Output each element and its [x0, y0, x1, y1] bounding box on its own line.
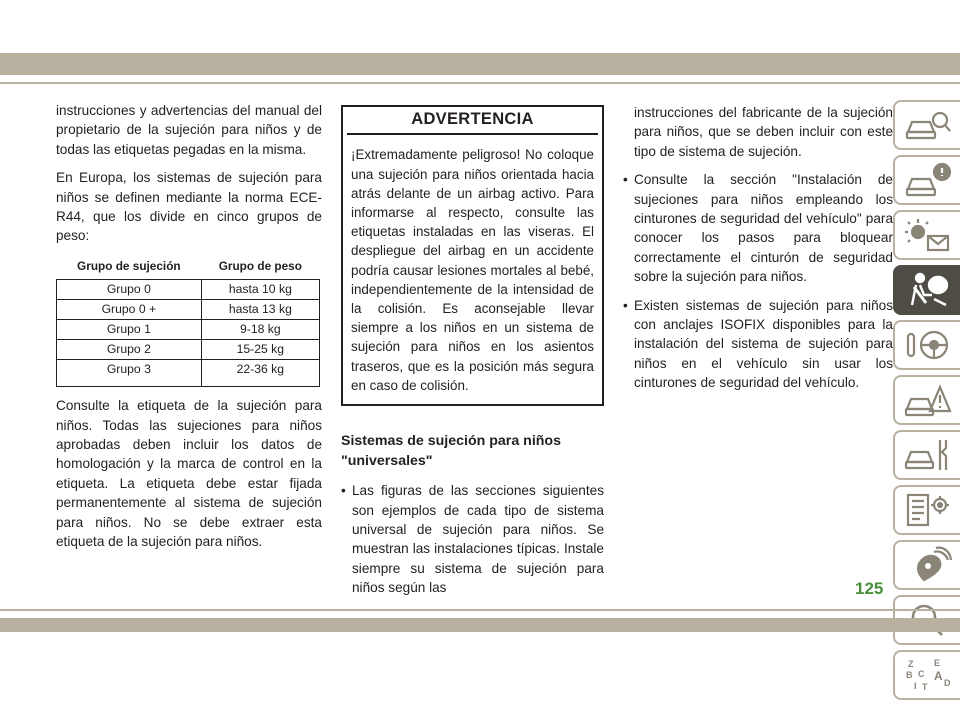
- footer-band: [0, 618, 960, 632]
- left-column: [56, 101, 322, 561]
- tab-specifications[interactable]: [893, 485, 960, 535]
- header-band: [0, 53, 960, 75]
- table-cell: hasta 13 kg: [201, 300, 319, 320]
- specifications-icon: [904, 491, 952, 529]
- svg-text:B: B: [905, 670, 912, 680]
- table-cell: 9-18 kg: [201, 320, 319, 340]
- warning-lights-icon: [904, 216, 952, 254]
- tab-multimedia[interactable]: [893, 540, 960, 590]
- bullet-glyph: •: [623, 172, 628, 188]
- multimedia-icon: [904, 546, 952, 584]
- car-warning-icon: [904, 381, 952, 419]
- table-row: [57, 340, 320, 360]
- warning-title: ADVERTENCIA: [347, 107, 598, 135]
- table-row: [57, 320, 320, 340]
- tab-car-search[interactable]: [893, 100, 960, 150]
- table-cell: Grupo 0 +: [57, 300, 202, 320]
- svg-text:A: A: [933, 669, 943, 683]
- car-search-icon: [904, 106, 952, 144]
- bullet-item: [623, 296, 893, 393]
- weight-group-table: [56, 255, 320, 387]
- bullet-item: [341, 481, 604, 597]
- tab-airbag-seatbelt[interactable]: [893, 265, 960, 315]
- bullet-text: Consulte la sección "Instalación de sujeciones para niños empleando los cinturones de seguridad del vehículo" para conocer los pasos para bloquear correctamente el cinturón de seguridad sobre la sujeción para niños.: [634, 172, 893, 285]
- svg-text:C: C: [917, 669, 924, 679]
- table-row: [57, 360, 320, 387]
- car-tools-icon: [904, 436, 952, 474]
- table-header: Grupo de peso: [201, 255, 319, 280]
- warning-box: [341, 105, 604, 406]
- svg-text:I: I: [913, 681, 917, 691]
- bullet-glyph: •: [341, 483, 346, 499]
- section-heading: Sistemas de sujeción para niños "universales": [341, 433, 561, 469]
- table-row: [57, 280, 320, 300]
- tab-warning-lights[interactable]: [893, 210, 960, 260]
- paragraph-ece-r44: En Europa, los sistemas de sujeción para niños se definen mediante la norma ECE-R44, que los divide en cinco grupos de peso:: [56, 170, 322, 244]
- warning-text: ¡Extremadamente peligroso! No coloque una sujeción para niños orientada hacia atrás delante de un airbag activo. Para informarse al respecto, consulte las etiquetas instaladas en las viseras. El despliegue del airbag en un accidente podría causar lesiones mortales al bebé, independientemente de la intensidad de la colisión. Es aconsejable llevar siempre a los niños en un sistema de sujeción para niños en los asientos traseros, que es la posición más segura en caso de colisión.: [351, 147, 594, 393]
- footer-rule: [0, 609, 960, 611]
- page-number: 125: [855, 579, 884, 598]
- table-cell: Grupo 0: [57, 280, 202, 300]
- table-cell: Grupo 3: [57, 360, 202, 387]
- tab-car-tools[interactable]: [893, 430, 960, 480]
- paragraph-intro: instrucciones y advertencias del manual del propietario de la sujeción para niños y de todas las etiquetas pegadas en la misma.: [56, 103, 322, 157]
- svg-text:D: D: [943, 678, 950, 688]
- header-rule: [0, 82, 960, 84]
- right-column: [623, 103, 893, 402]
- bullet-text: Las figuras de las secciones siguientes son ejemplos de cada tipo de sistema universal de sujeción para niños. Se muestran las instalaciones típicas. Instale siempre su sistema de sujeción para niños según las: [352, 483, 604, 596]
- tab-steering[interactable]: [893, 320, 960, 370]
- bullet-continuation: [623, 103, 893, 161]
- chapter-tabs: [893, 100, 960, 705]
- tab-language-index[interactable]: [893, 650, 960, 700]
- table-cell: Grupo 2: [57, 340, 202, 360]
- table-cell: 22-36 kg: [201, 360, 319, 387]
- bullet-glyph: •: [623, 297, 628, 313]
- airbag-seatbelt-icon: [904, 271, 952, 309]
- table-cell: 15-25 kg: [201, 340, 319, 360]
- table-cell: Grupo 1: [57, 320, 202, 340]
- bullet-item: [623, 170, 893, 286]
- middle-column: [341, 101, 604, 607]
- table-header-row: [57, 255, 320, 280]
- tab-car-info[interactable]: [893, 155, 960, 205]
- steering-wheel-icon: [904, 326, 952, 364]
- language-index-icon: [904, 656, 952, 694]
- svg-text:T: T: [921, 682, 927, 692]
- bullet-text: instrucciones del fabricante de la sujeción para niños, que se deben incluir con este tipo de sistema de sujeción.: [634, 105, 893, 159]
- bullet-text: Existen sistemas de sujeción para niños con anclajes ISOFIX disponibles para la instalación del sistema de sujeción para niños en el vehículo sin usar los cinturones de seguridad del vehículo.: [634, 297, 893, 391]
- car-info-icon: [904, 161, 952, 199]
- paragraph-label: Consulte la etiqueta de la sujeción para niños. Todas las sujeciones para niños aprobadas deben incluir los datos de homologación y la marca de control en la etiqueta. La etiqueta debe estar fijada permanentemente al sistema de sujeción para niños. No se debe extraer esta etiqueta de la sujeción para niños.: [56, 398, 322, 550]
- tab-car-warning[interactable]: [893, 375, 960, 425]
- svg-text:E: E: [933, 658, 940, 668]
- svg-text:Z: Z: [907, 659, 913, 669]
- table-cell: hasta 10 kg: [201, 280, 319, 300]
- table-header: Grupo de sujeción: [57, 255, 202, 280]
- table-row: [57, 300, 320, 320]
